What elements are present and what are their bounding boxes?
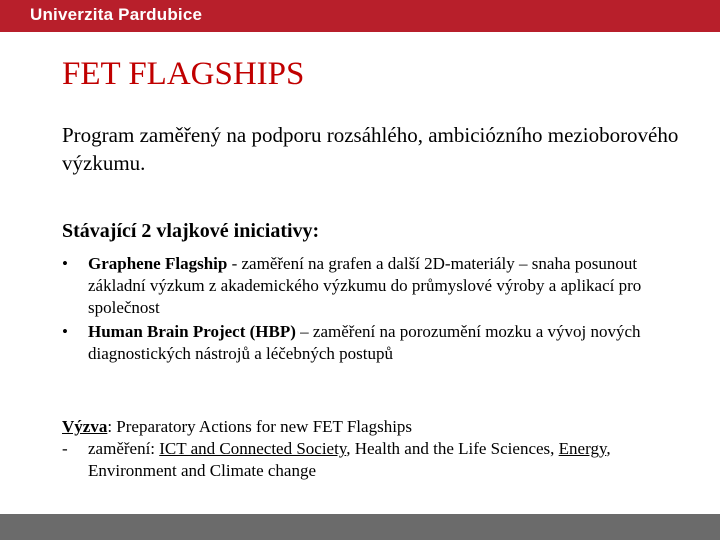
call-focus-line bbox=[62, 438, 702, 482]
initiative-name: Graphene Flagship bbox=[88, 254, 228, 273]
list-item-graphene bbox=[62, 253, 682, 319]
slide-title: FET FLAGSHIPS bbox=[62, 56, 305, 92]
list-item-hbp bbox=[62, 321, 682, 365]
dash-marker: - bbox=[62, 439, 68, 458]
focus-prefix: zaměření: bbox=[88, 439, 160, 458]
section-heading: Stávající 2 vlajkové iniciativy: bbox=[62, 220, 320, 242]
footer-bar bbox=[0, 514, 720, 540]
focus-link-energy[interactable]: Energy bbox=[558, 439, 607, 458]
bullet-marker: • bbox=[62, 254, 68, 273]
initiative-name: Human Brain Project (HBP) bbox=[88, 322, 296, 341]
focus-end: , Environment and Climate change bbox=[88, 439, 611, 480]
focus-link-ict[interactable]: ICT and Connected Society bbox=[159, 439, 347, 458]
university-logo-text: Univerzita Pardubice bbox=[30, 5, 203, 24]
intro-text: Program zaměřený na podporu rozsáhlého, ambiciózního mezioborového výzkumu. bbox=[62, 123, 679, 175]
call-block bbox=[62, 416, 702, 482]
call-line bbox=[62, 416, 702, 438]
call-title: : Preparatory Actions for new FET Flagships bbox=[107, 417, 413, 436]
bullet-marker: • bbox=[62, 322, 68, 341]
initiatives-list bbox=[62, 253, 682, 367]
call-label: Výzva bbox=[62, 417, 108, 436]
header-bar bbox=[0, 0, 720, 32]
initiative-description: – zaměření na porozumění mozku a vývoj nových diagnostických nástrojů a léčebných postupů bbox=[88, 322, 641, 363]
initiative-description: - zaměření na grafen a další 2D-materiály – snaha posunout základní výzkum z akademického výzkumu do průmyslové výroby a aplikací pro společnost bbox=[88, 254, 642, 317]
focus-mid: , Health and the Life Sciences, bbox=[346, 439, 559, 458]
